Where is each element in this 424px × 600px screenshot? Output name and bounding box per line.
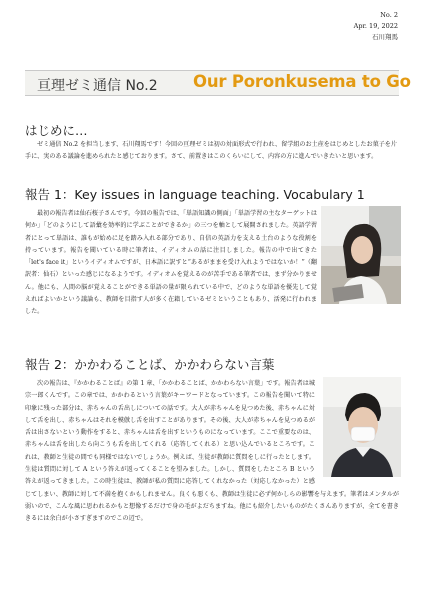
issue-number: No. 2 (380, 11, 398, 19)
report1-heading: 報告 1：Key issues in language teaching. Vocabulary 1 (25, 187, 365, 202)
intro-body: ゼミ通信 No.2 を担当します、石川翔馬です！今回の亘理ゼミは初の対面形式で行われ、留学組のお土産をはじめとしたお菓子を片手に、実のある議論を進められたと感じております。さて、前置きはこのくらいにして、内容の方に進んでいきたいと思います。 (25, 141, 397, 161)
report1-presenter-photo (321, 206, 401, 304)
issue-meta (354, 10, 398, 43)
issue-author: 石川翔馬 (372, 33, 398, 41)
banner-title-jp: 亘理ゼミ通信 No.2 (37, 78, 158, 94)
title-banner (25, 70, 411, 96)
banner-title-en: Our Poronkusema to Go (193, 72, 411, 91)
report1-body: 最初の報告者は仙石桜子さんです。今回の報告では、「単語知識の側面」「単語学習の主なターゲットは何か」「どのようにして語彙を効率的に学ぶことができるか」の三つを軸として展開されました。英語学習者にとって単語は、誰もが始めに足を踏み入れる部分であり、自信の英語力を支える土台のような役割を持っています。報告を聞いている時に筆者は、イディオムの話に注目しました。報告の中で出てきた「let's face it」というイディオムですが、日本語に訳すと“あるがままを受け入れようではないか！”（翻訳者：仙石）といった感じになるようです。イディオムを覚えるのが苦手である筆者では、まず分かりません。他にも、人間の脳が覚えることができる単語の量が限られている中で、どのような単語を優先して覚えればよいかという議論も、教師を目指す人が多く在籍しているゼミということもあり、活発に行われました。 (25, 210, 317, 316)
report2-heading: 報告 2：かかわることば、かかわらない言葉 (25, 357, 275, 372)
presenter-photo-illustration (321, 206, 401, 304)
intro-heading: はじめに… (25, 123, 88, 138)
report2-body: 次の報告は、『かかわることば』の第 1 章、「かかわることば、かかわらない言葉」です。報告者は城宗一郎くんです。この章では、かかわるという言葉がキーワードとなっています。この報告を聞いて特に印象に残った部分は、赤ちゃんの舌出しについての話です。大人が赤ちゃんを見つめた後、赤ちゃんに対して舌を出し、赤ちゃんはそれを模倣し舌を出すことがあります。その後、大人が赤ちゃんを見つめるが舌は出さないという動作をすると、赤ちゃんは舌を出すというものになっています。ここで重要なのは、赤ちゃんは舌を出したら向こうも舌を出してくれる（応答してくれる）と思い込んでいるところです。これは、教師と生徒の間でも同様ではないでしょうか。例えば、生徒が教師に質問をしに行ったとします。生徒は質問に対して A という答えが返ってくることを望みました。しかし、質問をしたところ B という答えが返ってきました。この時生徒は、教師が私の質問に応答してくれなかった（対応しなかった）と感じてしまい、教師に対して不満を抱くかもしれません。良くも悪くも、教師は生徒に必ず何かしらの影響を与えます。筆者はメンタルが弱いので、こんな風に思われるかもと想像するだけで身の毛がよだちますね。他にも紹介したいものがたくさんありますが、全てを書ききるには余白が小さすぎますのでこの辺で。 (25, 380, 399, 523)
issue-date: Apr. 19, 2022 (353, 22, 398, 30)
